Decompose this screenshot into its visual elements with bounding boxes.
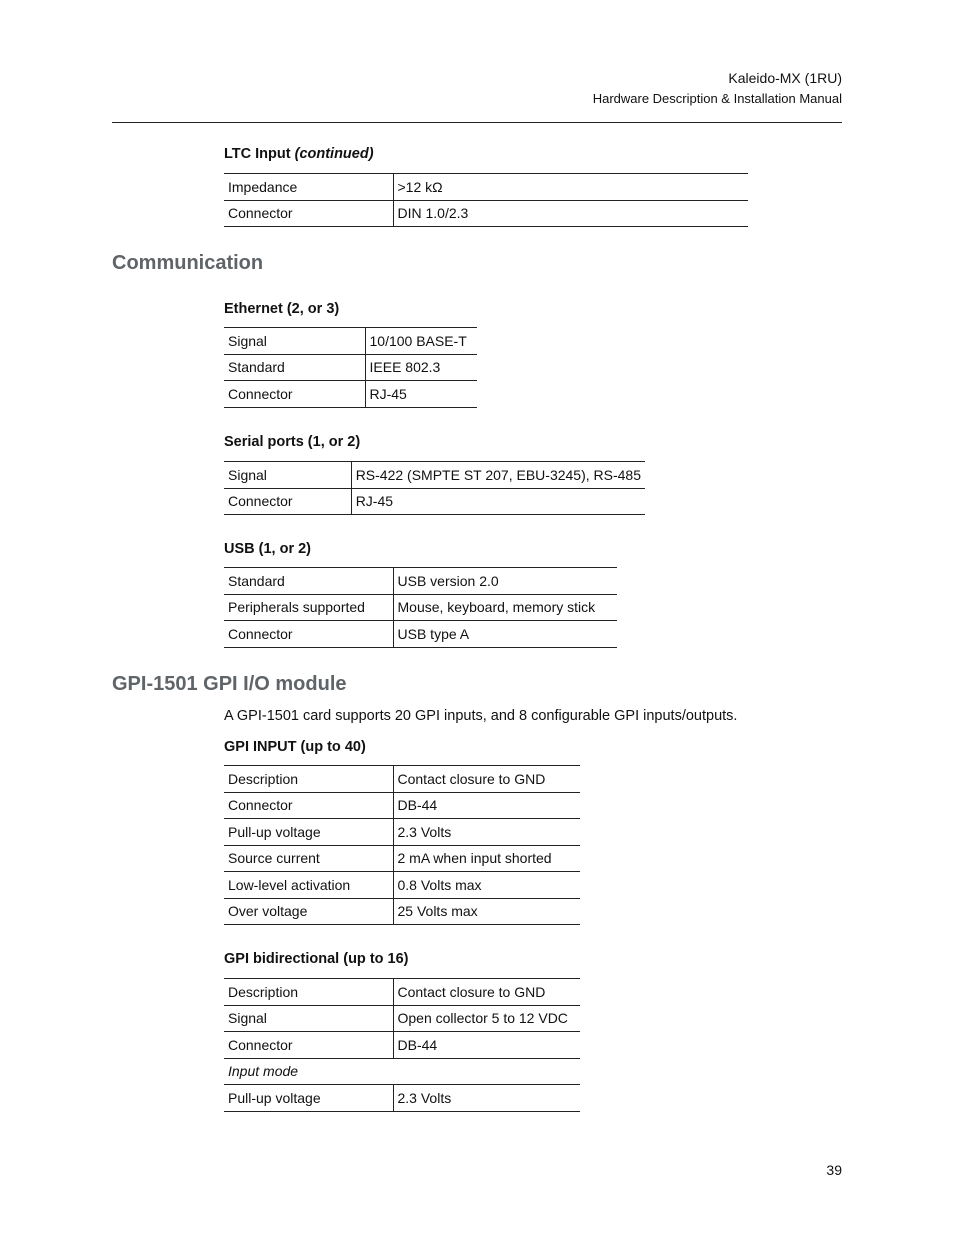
spec-label: Connector	[224, 488, 351, 515]
table-row	[224, 568, 617, 595]
spec-value: >12 kΩ	[393, 174, 748, 201]
spec-label: Pull-up voltage	[224, 1085, 393, 1112]
table-row	[224, 354, 477, 381]
table-row	[224, 328, 477, 355]
gpi-module-heading: GPI-1501 GPI I/O module	[112, 673, 347, 695]
usb-caption: USB (1, or 2)	[224, 541, 312, 557]
spec-label: Source current	[224, 845, 393, 872]
usb-table	[224, 567, 617, 648]
spec-label: Low-level activation	[224, 872, 393, 899]
spec-label: Signal	[224, 1005, 393, 1032]
document-title: Kaleido-MX (1RU)	[728, 70, 842, 86]
ethernet-table	[224, 327, 477, 408]
spec-label: Connector	[224, 621, 393, 648]
spec-label: Connector	[224, 792, 393, 819]
gpi-input-caption: GPI INPUT (up to 40)	[224, 739, 366, 755]
spec-label: Connector	[224, 381, 365, 408]
spec-value: 2.3 Volts	[393, 1085, 580, 1112]
spec-value: 2 mA when input shorted	[393, 845, 580, 872]
table-row	[224, 381, 477, 408]
spec-value: Contact closure to GND	[393, 766, 580, 793]
spec-label: Description	[224, 979, 393, 1006]
gpi-bidirectional-table	[224, 978, 580, 1112]
spec-label: Standard	[224, 568, 393, 595]
table-row	[224, 1005, 580, 1032]
document-subtitle: Hardware Description & Installation Manual	[592, 91, 842, 106]
ltc-input-caption: LTC Input (continued)	[224, 146, 374, 162]
spec-value: 0.8 Volts max	[393, 872, 580, 899]
spec-value: USB type A	[393, 621, 617, 648]
spec-value: RS-422 (SMPTE ST 207, EBU-3245), RS-485	[351, 462, 645, 489]
table-row	[224, 792, 580, 819]
table-row	[224, 462, 645, 489]
spec-value: Mouse, keyboard, memory stick	[393, 594, 617, 621]
header-rule	[112, 122, 842, 123]
spec-label: Connector	[224, 1032, 393, 1059]
table-row	[224, 872, 580, 899]
spec-value: RJ-45	[351, 488, 645, 515]
spec-label: Pull-up voltage	[224, 819, 393, 846]
table-row	[224, 766, 580, 793]
table-subheading-row	[224, 1058, 580, 1085]
ltc-input-table	[224, 173, 748, 227]
input-mode-subheading: Input mode	[224, 1058, 580, 1085]
spec-label: Signal	[224, 462, 351, 489]
table-row	[224, 594, 617, 621]
gpi-input-table	[224, 765, 580, 925]
spec-label: Standard	[224, 354, 365, 381]
table-row	[224, 1032, 580, 1059]
table-row	[224, 898, 580, 925]
table-row	[224, 1085, 580, 1112]
spec-label: Description	[224, 766, 393, 793]
table-row	[224, 845, 580, 872]
spec-value: DIN 1.0/2.3	[393, 200, 748, 227]
table-row	[224, 621, 617, 648]
spec-label: Peripherals supported	[224, 594, 393, 621]
spec-value: Contact closure to GND	[393, 979, 580, 1006]
spec-value: 2.3 Volts	[393, 819, 580, 846]
table-row	[224, 174, 748, 201]
table-row	[224, 979, 580, 1006]
serial-caption: Serial ports (1, or 2)	[224, 434, 361, 450]
spec-value: DB-44	[393, 1032, 580, 1059]
spec-label: Impedance	[224, 174, 393, 201]
spec-value: DB-44	[393, 792, 580, 819]
spec-value: 25 Volts max	[393, 898, 580, 925]
communication-heading: Communication	[112, 252, 264, 274]
ethernet-caption: Ethernet (2, or 3)	[224, 301, 340, 317]
gpi-module-intro: A GPI-1501 card supports 20 GPI inputs, and 8 configurable GPI inputs/outputs.	[224, 708, 738, 724]
spec-value: IEEE 802.3	[365, 354, 477, 381]
serial-table	[224, 461, 645, 515]
page-number: 39	[826, 1162, 842, 1178]
spec-value: Open collector 5 to 12 VDC	[393, 1005, 580, 1032]
spec-value: RJ-45	[365, 381, 477, 408]
table-row	[224, 819, 580, 846]
spec-label: Over voltage	[224, 898, 393, 925]
spec-label: Signal	[224, 328, 365, 355]
table-row	[224, 200, 748, 227]
gpi-bidirectional-caption: GPI bidirectional (up to 16)	[224, 951, 409, 967]
spec-value: 10/100 BASE-T	[365, 328, 477, 355]
spec-value: USB version 2.0	[393, 568, 617, 595]
table-row	[224, 488, 645, 515]
spec-label: Connector	[224, 200, 393, 227]
